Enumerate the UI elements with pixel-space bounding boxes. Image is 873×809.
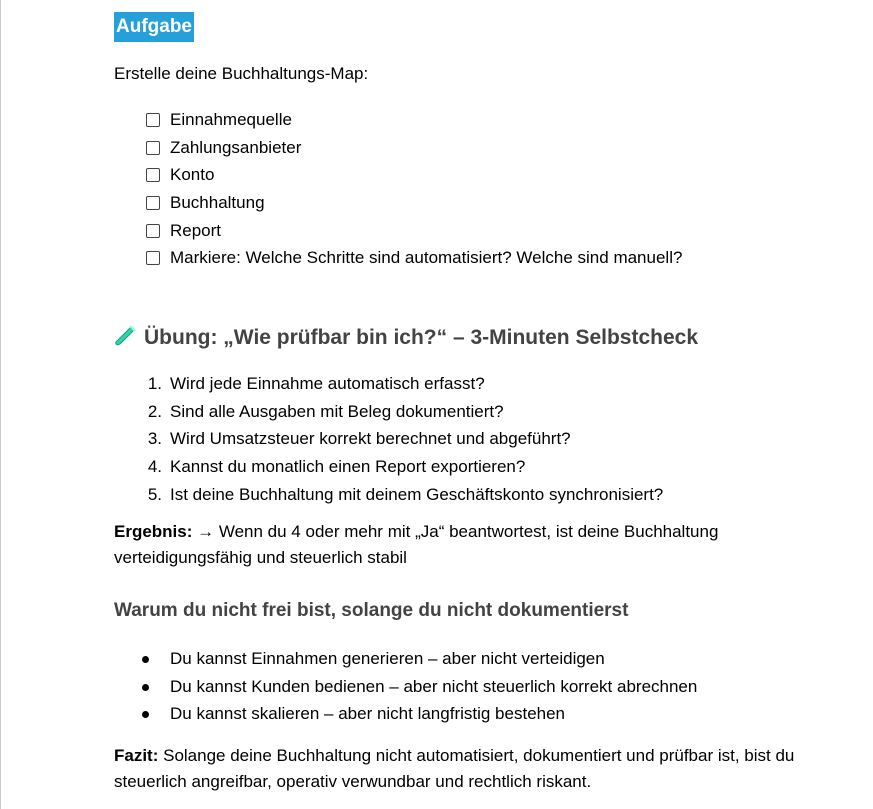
checkbox-icon[interactable]: [146, 113, 160, 127]
checklist-item[interactable]: Zahlungsanbieter: [114, 134, 834, 162]
exercise-heading: Übung: „Wie prüfbar bin ich?“ – 3-Minuten Selbstcheck: [114, 324, 698, 352]
test-tube-icon: [114, 325, 136, 347]
list-item: 4. Kannst du monatlich einen Report exportieren?: [147, 457, 526, 477]
bullet-icon: [142, 656, 149, 663]
list-item: 3. Wird Umsatzsteuer korrekt berechnet und abgeführt?: [147, 429, 571, 449]
checklist-item[interactable]: Report: [114, 217, 834, 245]
bullet-icon: [142, 711, 149, 718]
list-item: Du kannst Kunden bedienen – aber nicht steuerlich korrekt abrechnen: [114, 673, 834, 701]
checklist-item[interactable]: Buchhaltung: [114, 189, 834, 217]
why-heading: Warum du nicht frei bist, solange du nicht dokumentierst: [114, 600, 629, 621]
list-item: 2. Sind alle Ausgaben mit Beleg dokumentiert?: [147, 401, 504, 421]
exercise-result: Ergebnis: → Wenn du 4 oder mehr mit „Ja“ beantwortest, ist deine Buchhaltung verteidigungsfähig und steuerlich stabil: [114, 522, 719, 567]
list-item: 5. Ist deine Buchhaltung mit deinem Geschäftskonto synchronisiert?: [147, 484, 664, 504]
checklist-item[interactable]: Konto: [114, 161, 834, 189]
task-tag: Aufgabe: [114, 12, 194, 42]
checklist-item[interactable]: Einnahmequelle: [114, 106, 834, 134]
exercise-questions: [114, 370, 834, 508]
checkbox-icon[interactable]: [146, 141, 160, 155]
list-item: 1. Wird jede Einnahme automatisch erfasst?: [147, 374, 485, 393]
list-item: Du kannst skalieren – aber nicht langfristig bestehen: [114, 700, 834, 728]
checkbox-icon[interactable]: [146, 168, 160, 182]
task-intro: Erstelle deine Buchhaltungs-Map:: [114, 64, 369, 83]
why-bullets: [114, 645, 834, 728]
checkbox-icon[interactable]: [146, 196, 160, 210]
task-checklist: [114, 106, 834, 272]
conclusion: Fazit: Solange deine Buchhaltung nicht automatisiert, dokumentiert und prüfbar ist, bist du steuerlich angreifbar, operativ verwundbar und rechtlich riskant.: [114, 746, 795, 791]
checklist-item[interactable]: Markiere: Welche Schritte sind automatisiert? Welche sind manuell?: [114, 244, 834, 272]
checkbox-icon[interactable]: [146, 251, 160, 265]
list-item: Du kannst Einnahmen generieren – aber nicht verteidigen: [114, 645, 834, 673]
bullet-icon: [142, 684, 149, 691]
page-edge: [0, 0, 1, 809]
checkbox-icon[interactable]: [146, 224, 160, 238]
